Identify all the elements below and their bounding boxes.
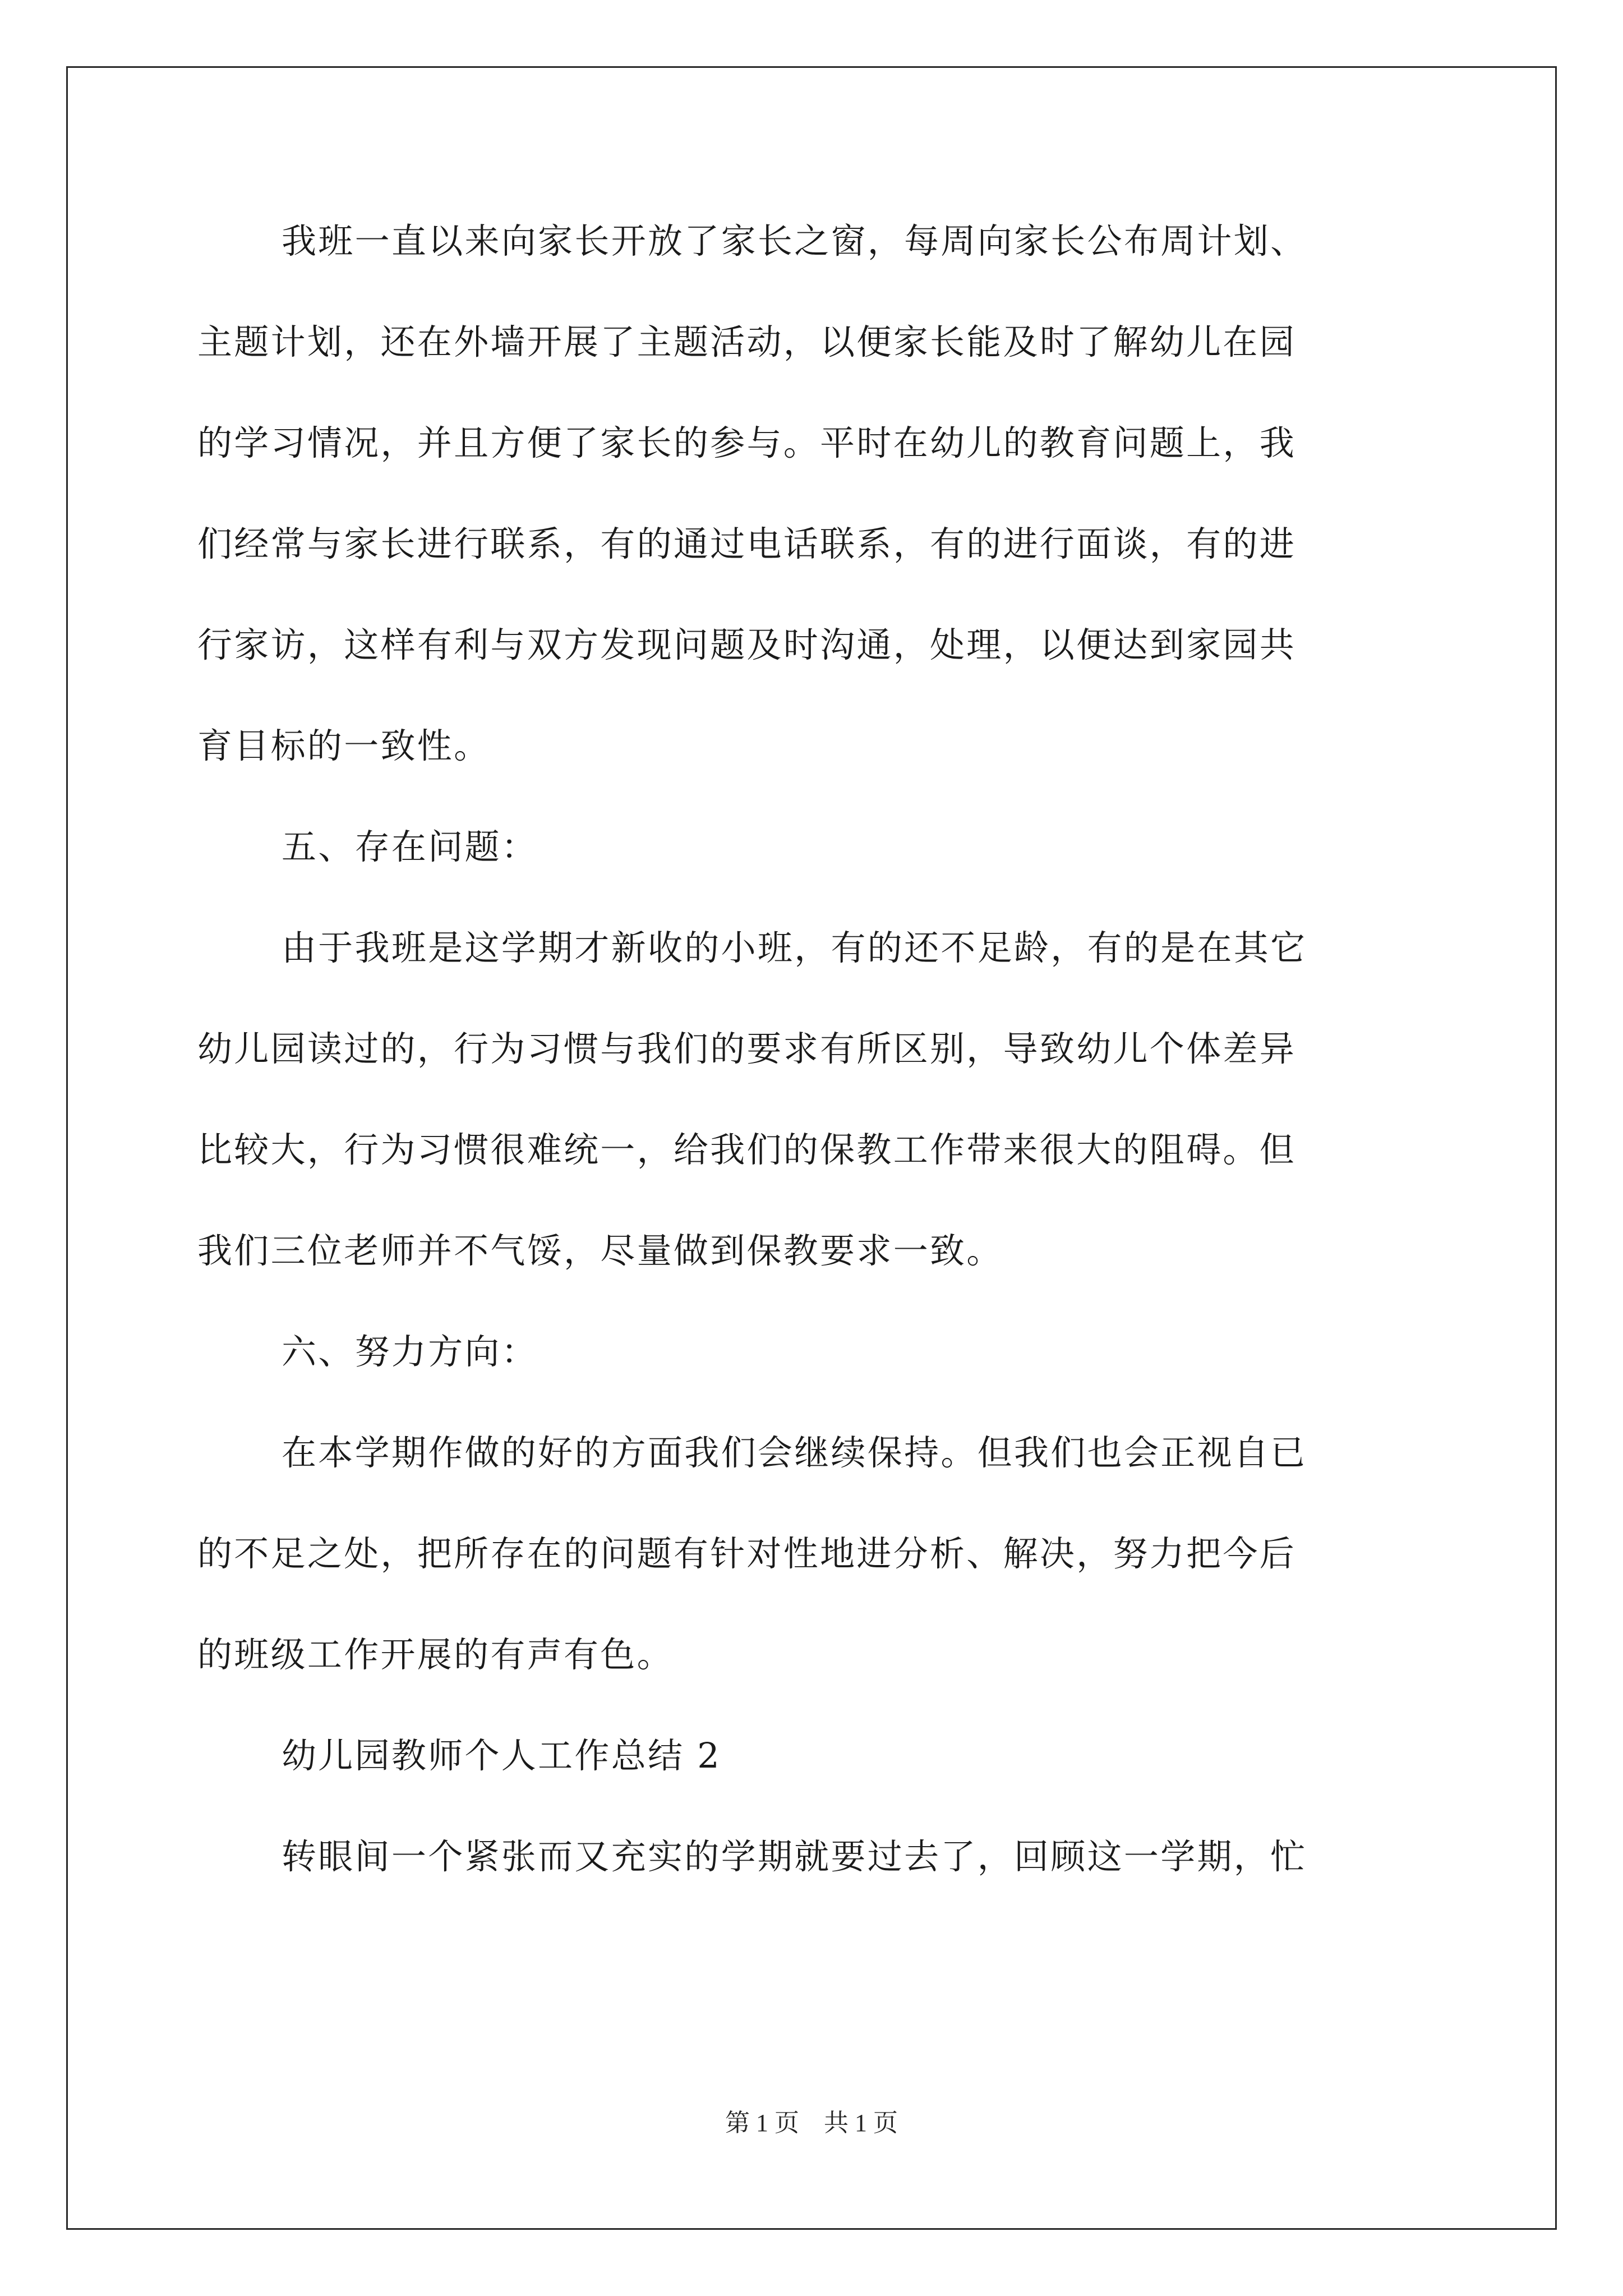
paragraph-line: 们经常与家长进行联系，有的通过电话联系，有的进行面谈，有的进 xyxy=(197,523,1297,564)
paragraph-line: 我班一直以来向家长开放了家长之窗，每周向家长公布周计划、 xyxy=(282,220,1307,261)
paragraph-line: 主题计划，还在外墙开展了主题活动，以便家长能及时了解幼儿在园 xyxy=(197,321,1297,362)
paragraph-line: 转眼间一个紧张而又充实的学期就要过去了，回顾这一学期，忙 xyxy=(282,1836,1307,1877)
paragraph-line: 由于我班是这学期才新收的小班，有的还不足龄，有的是在其它 xyxy=(282,927,1307,968)
paragraph-line: 育目标的一致性。 xyxy=(197,725,491,766)
paragraph-line: 在本学期作做的好的方面我们会继续保持。但我们也会正视自已 xyxy=(282,1432,1307,1473)
paragraph-line: 行家访，这样有利与双方发现问题及时沟通，处理，以便达到家园共 xyxy=(197,624,1297,665)
paragraph-line: 我们三位老师并不气馁，尽量做到保教要求一致。 xyxy=(197,1230,1003,1271)
document-title: 幼儿园教师个人工作总结 2 xyxy=(282,1735,722,1776)
paragraph-line: 幼儿园读过的，行为习惯与我们的要求有所区别，导致幼儿个体差异 xyxy=(197,1028,1297,1069)
paragraph-line: 的学习情况，并且方便了家长的参与。平时在幼儿的教育问题上，我 xyxy=(197,422,1297,463)
section-heading: 六、努力方向： xyxy=(282,1331,538,1372)
paragraph-line: 比较大，行为习惯很难统一，给我们的保教工作带来很大的阻碍。但 xyxy=(197,1129,1297,1170)
paragraph-line: 的班级工作开展的有声有色。 xyxy=(197,1634,674,1675)
section-heading: 五、存在问题： xyxy=(282,826,538,867)
paragraph-line: 的不足之处，把所存在的问题有针对性地进分析、解决，努力把今后 xyxy=(197,1533,1297,1574)
page-footer: 第 1 页 共 1 页 xyxy=(725,2109,898,2137)
